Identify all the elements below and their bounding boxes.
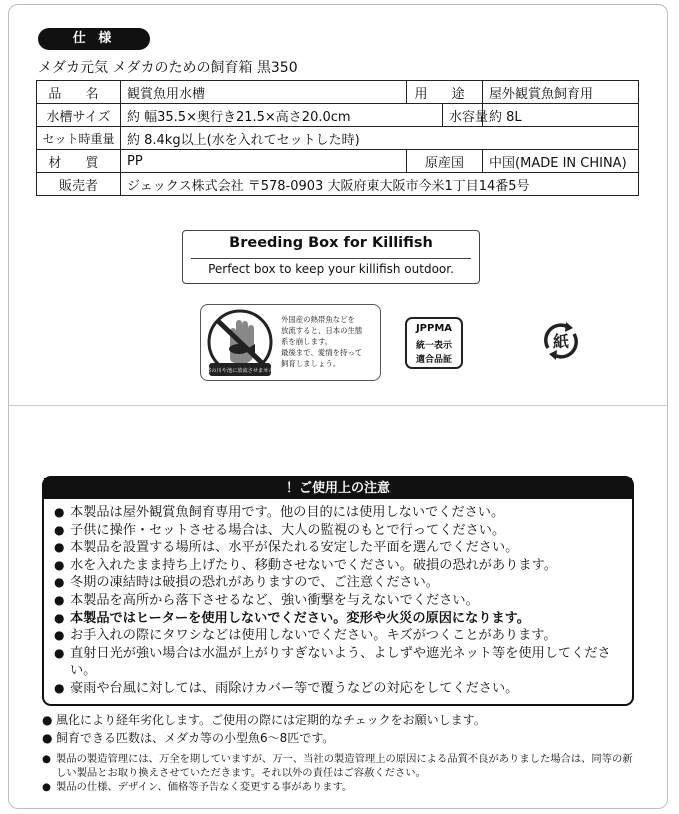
release-notice-line: 系を崩します。 — [281, 337, 333, 346]
release-notice-line: 飼育しましょう。 — [281, 359, 341, 368]
caution-item — [52, 504, 628, 522]
usage-value: 屋外観賞魚飼育用 — [483, 81, 639, 104]
recycle-label: 紙 — [552, 332, 570, 351]
caution-item-text: 本製品を設置する場所は、水平が保たれる安定した平面を選んでください。 — [70, 540, 519, 556]
product-name-label: 品 名 — [37, 81, 121, 104]
spec-table — [36, 80, 639, 196]
seller-value: ジェックス株式会社 〒578-0903 大阪府東大阪市今米1丁目14番5号 — [121, 173, 639, 196]
caution-box — [42, 476, 634, 706]
origin-label: 原産国 — [407, 150, 483, 173]
no-release-caption: 自然の川や池に放流させません。 — [200, 368, 280, 374]
breeding-box-subtitle: Perfect box to keep your killifish outdoor. — [208, 262, 454, 276]
usage-label: 用 途 — [407, 81, 483, 104]
spec-row-size — [37, 104, 639, 127]
footnotes-large — [42, 711, 642, 747]
caution-item-text: 豪雨や台風に対しては、雨除けカバー等で覆うなどの対応をしてください。 — [70, 680, 519, 696]
footnotes-small — [42, 752, 642, 794]
product-title: メダカ元気 メダカのための飼育箱 黒350 — [38, 60, 298, 76]
bullet: ● — [54, 610, 65, 625]
jppma-name: JPPMA — [415, 323, 453, 334]
tank-size-label: 水槽サイズ — [37, 104, 121, 127]
caution-item-text: 子供に操作・セットさせる場合は、大人の監視のもとで行ってください。 — [70, 522, 506, 538]
material-label: 材 質 — [37, 150, 121, 173]
footnote-text: 製品の製造管理には、万全を期していますが、万一、当社の製造管理上の原因による品質不良がありました場合は、同等の新しい製品とお取り換えさせていただきます。それ以外の責任はご容赦ください。 — [56, 753, 633, 779]
caution-item — [52, 522, 628, 540]
caution-item — [52, 627, 628, 645]
caution-item-text: 本製品ではヒーターを使用しないでください。変形や火災の原因になります。 — [70, 610, 530, 626]
bullet: ● — [54, 557, 65, 572]
jppma-badge — [405, 317, 463, 369]
bullet: ● — [54, 628, 65, 643]
caution-item — [52, 574, 628, 592]
spec-row-seller — [37, 173, 639, 196]
product-name-value: 観賞魚用水槽 — [121, 81, 407, 104]
caution-item-text: 本製品は屋外観賞魚飼育専用です。他の目的には使用しないでください。 — [70, 505, 505, 520]
bullet: ● — [54, 522, 65, 537]
release-notice-line: 最後まで、愛情を持って — [281, 348, 363, 357]
bullet: ● — [54, 540, 65, 555]
caution-item-text: 直射日光が強い場合は水温が上がりすぎないよう、よしずや遮光ネット等を使用してください。 — [70, 645, 611, 679]
footnote-text: 風化により経年劣化します。ご使用の際には定期的なチェックをお願いします。 — [56, 713, 486, 727]
caution-item-text: 冬期の凍結時は破損の恐れがありますので、ご注意ください。 — [70, 575, 439, 591]
bullet: ● — [42, 781, 51, 793]
bullet: ● — [54, 592, 65, 607]
caution-list — [52, 504, 628, 698]
paper-recycle-icon — [538, 318, 584, 364]
set-weight-label: セット時重量 — [37, 127, 121, 150]
capacity-value: 約 8L — [483, 104, 639, 127]
footnote — [42, 711, 642, 729]
release-notice — [200, 304, 381, 381]
set-weight-value: 約 8.4kg以上(水を入れてセットした時) — [121, 127, 639, 150]
bullet: ● — [42, 731, 53, 745]
footnote — [42, 729, 642, 747]
release-notice-line: 外国産の熱帯魚などを — [281, 315, 355, 324]
capacity-label: 水容量 — [443, 104, 483, 127]
caution-item — [52, 645, 628, 680]
jppma-line2: 統一表示 — [415, 341, 452, 351]
tank-size-value: 約 幅35.5×奥行き21.5×高さ20.0cm — [121, 104, 443, 127]
release-notice-text — [281, 314, 379, 369]
fold-line — [8, 405, 668, 406]
footnote-text: 飼育できる匹数は、メダカ等の小型魚6～8匹です。 — [56, 731, 335, 745]
footnote — [42, 780, 642, 794]
caution-title: ！ご使用上の注意 — [44, 478, 632, 499]
spec-section-label: 仕 様 — [38, 28, 150, 50]
spec-row-weight — [37, 127, 639, 150]
release-notice-line: 放流すると、日本の生態 — [281, 326, 363, 335]
bullet: ● — [54, 505, 65, 519]
seller-label: 販売者 — [37, 173, 121, 196]
bullet: ● — [54, 645, 65, 660]
origin-value: 中国(MADE IN CHINA) — [483, 150, 639, 173]
material-value: PP — [121, 150, 407, 173]
bullet: ● — [54, 680, 65, 695]
no-release-hand-icon — [200, 308, 280, 378]
caution-item-heater — [52, 610, 628, 628]
bullet: ● — [42, 713, 53, 727]
bullet: ● — [42, 753, 51, 765]
caution-item-text: 本製品を高所から落下させるなど、強い衝撃を与えないでください。 — [70, 592, 479, 608]
footnote — [42, 752, 642, 780]
spec-row-product — [37, 81, 639, 104]
breeding-box-divider — [191, 258, 471, 259]
caution-item — [52, 592, 628, 610]
caution-item — [52, 557, 628, 575]
caution-item — [52, 680, 628, 698]
caution-item-text: お手入れの際にタワシなどは使用しないでください。キズがつくことがあります。 — [70, 628, 557, 644]
caution-item-text: 水を入れたまま持ち上げたり、移動させないでください。破損の恐れがあります。 — [70, 557, 557, 573]
jppma-line3: 適合品証 — [415, 355, 452, 365]
footnote-text: 製品の仕様、デザイン、価格等予告なく変更する事があります。 — [56, 781, 353, 793]
spec-row-material — [37, 150, 639, 173]
breeding-box-title: Breeding Box for Killifish — [229, 235, 433, 251]
breeding-box-label — [182, 230, 480, 284]
caution-item — [52, 539, 628, 557]
bullet: ● — [54, 575, 65, 590]
